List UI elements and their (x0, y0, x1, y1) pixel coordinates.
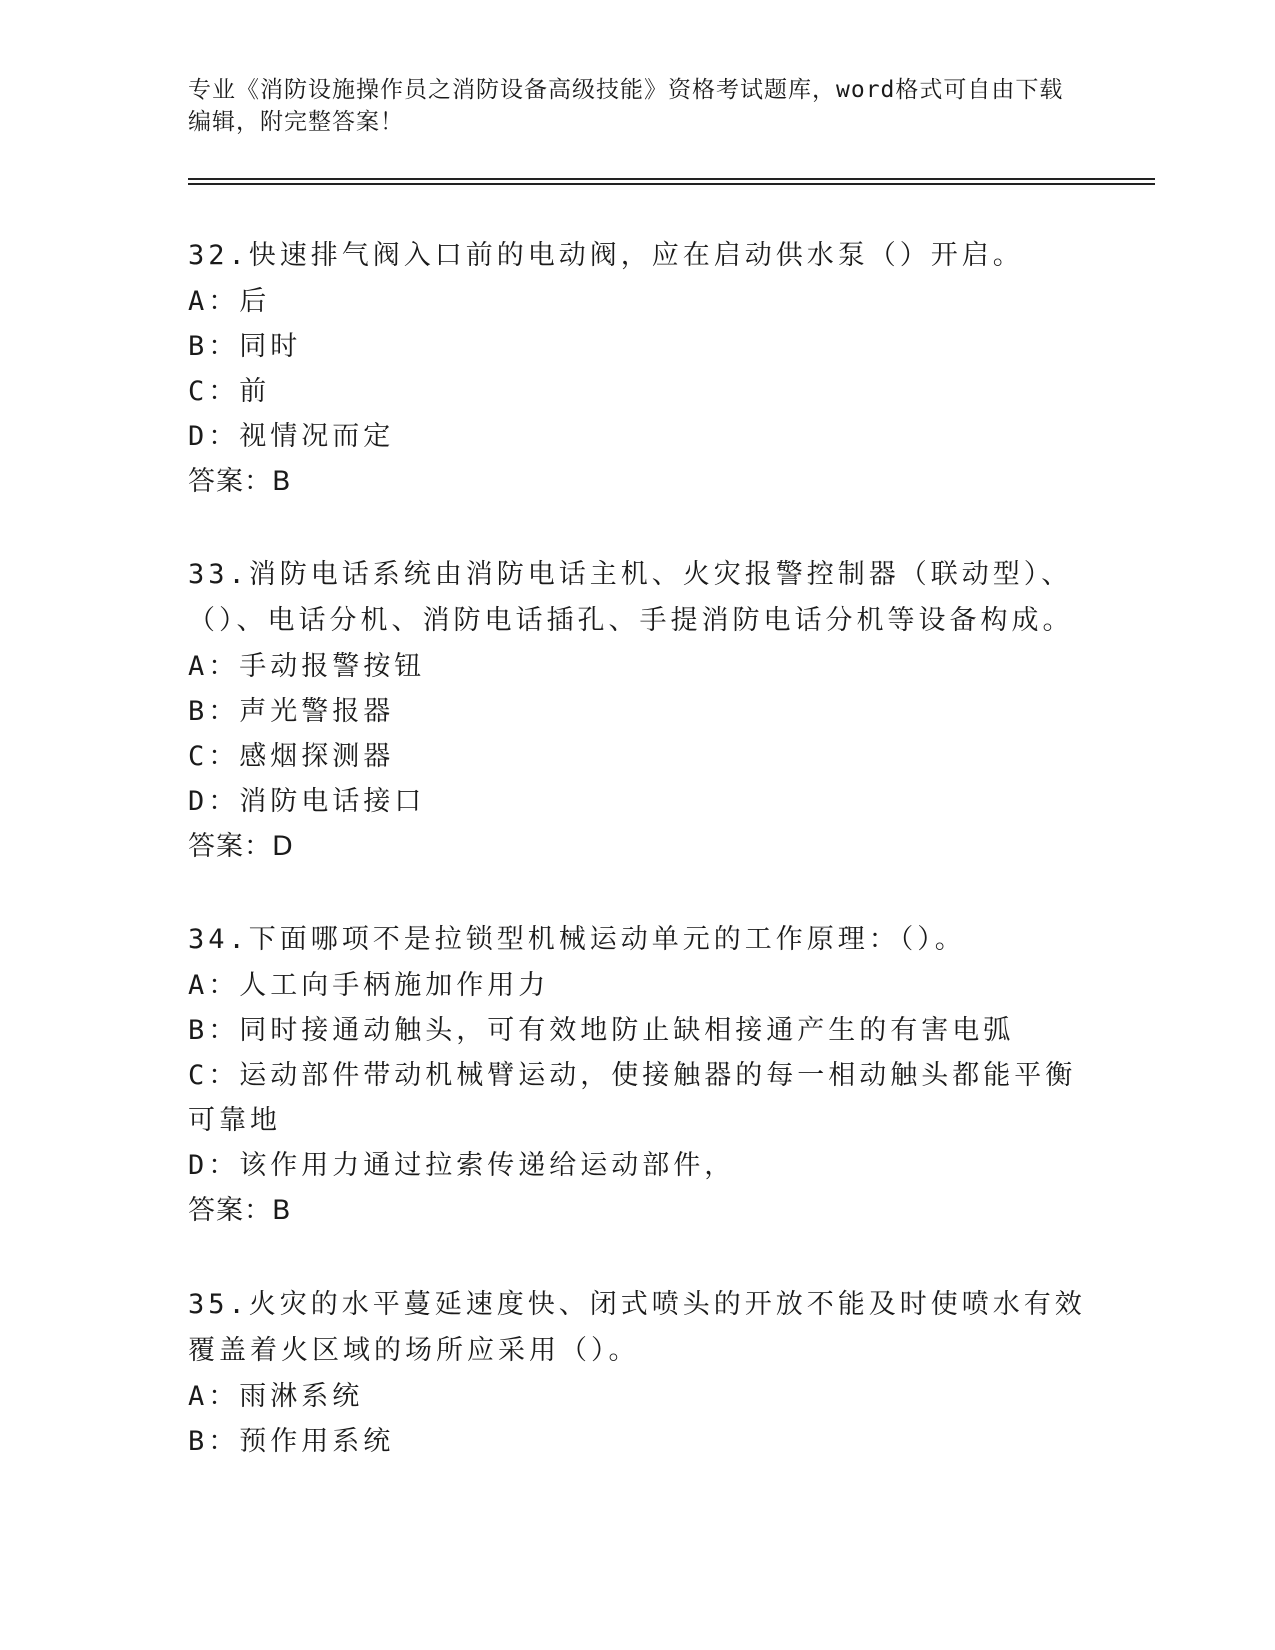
option-c: C：前 (188, 376, 271, 407)
option-b: B：同时 (188, 331, 302, 362)
answer-text: 答案：D (188, 831, 294, 862)
option-c: C：感烟探测器 (188, 741, 395, 772)
option-a: A：手动报警按钮 (188, 651, 426, 682)
option-a: A：后 (188, 286, 271, 317)
document-header-note: 专业《消防设施操作员之消防设备高级技能》资格考试题库，word格式可自由下载编辑，附完整答案！ (188, 77, 1064, 135)
option-d: D：消防电话接口 (188, 786, 426, 817)
answer-text: 答案：B (188, 466, 292, 497)
header-divider-top (188, 178, 1155, 180)
question-stem: 33.消防电话系统由消防电话主机、火灾报警控制器（联动型）、（）、电话分机、消防电话插孔、手提消防电话分机等设备构成。 (188, 559, 1074, 636)
option-a: A：雨淋系统 (188, 1381, 364, 1412)
header-divider-bottom (188, 183, 1155, 185)
option-c: C：运动部件带动机械臂运动，使接触器的每一相动触头都能平衡可靠地 (188, 1060, 1077, 1136)
question-32 (188, 233, 1088, 505)
answer-text: 答案：B (188, 1195, 292, 1226)
option-d: D：该作用力通过拉索传递给运动部件， (188, 1150, 736, 1181)
option-b: B：预作用系统 (188, 1426, 395, 1457)
question-35 (188, 1282, 1088, 1464)
question-34 (188, 917, 1088, 1234)
option-b: B：同时接通动触头，可有效地防止缺相接通产生的有害电弧 (188, 1015, 1015, 1046)
question-33 (188, 552, 1088, 870)
question-stem: 32.快速排气阀入口前的电动阀，应在启动供水泵（）开启。 (188, 240, 1024, 271)
question-stem: 35.火灾的水平蔓延速度快、闭式喷头的开放不能及时使喷水有效覆盖着火区域的场所应采用（）。 (188, 1289, 1086, 1366)
option-d: D：视情况而定 (188, 421, 395, 452)
option-a: A：人工向手柄施加作用力 (188, 970, 550, 1001)
question-stem: 34.下面哪项不是拉锁型机械运动单元的工作原理：（）。 (188, 924, 966, 955)
option-b: B：声光警报器 (188, 696, 395, 727)
